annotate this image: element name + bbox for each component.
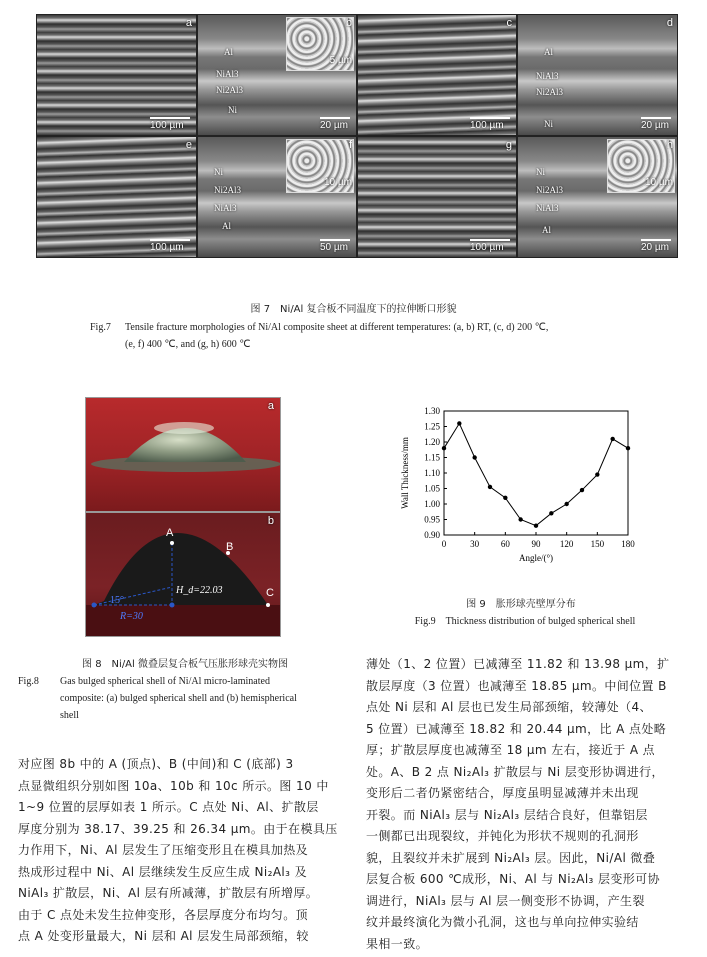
body-text-line: 散层厚度（3 位置）也减薄至 18.85 μm。中间位置 B <box>366 678 667 693</box>
scale-bar-label: 20 µm <box>320 120 348 131</box>
body-text-line: 处。A、B 2 点 Ni₂Al₃ 扩散层与 Ni 层变形协调进行， <box>366 764 664 779</box>
data-point <box>442 446 446 450</box>
sem-panel-c <box>357 14 517 136</box>
height-label: H_d=22.03 <box>176 585 223 596</box>
y-tick-label: 1.00 <box>424 499 440 509</box>
figure-8-caption-en-line2: composite: (a) bulged spherical shell and (b) hemispherical <box>60 693 297 704</box>
x-tick-label: 150 <box>590 539 605 549</box>
panel-label: g <box>505 139 512 151</box>
body-text-line: 貌，且裂纹并未扩展到 Ni₂Al₃ 层。因此，Ni/Al 微叠 <box>366 850 656 865</box>
data-point <box>488 485 492 489</box>
y-tick-label: 0.90 <box>424 530 440 540</box>
scale-bar-label: 100 µm <box>150 242 184 253</box>
y-axis-label: Wall Thickness/mm <box>400 437 410 509</box>
x-tick-label: 0 <box>441 539 447 549</box>
inset-scale-label: 10 µm <box>645 177 673 188</box>
body-text-line: 5 位置）已减薄至 18.82 和 20.44 μm，比 A 点处略 <box>366 721 667 736</box>
layer-label: Ni2Al3 <box>536 185 563 195</box>
body-text-line: 点 A 处变形量最大，Ni 层和 Al 层发生局部颈缩，较 <box>18 929 309 943</box>
scale-bar-label: 100 µm <box>470 120 504 131</box>
figure-8-caption-en-line3: shell <box>60 710 79 721</box>
data-point <box>564 502 568 506</box>
data-point <box>472 455 476 459</box>
panel-label: a <box>185 17 192 29</box>
body-text-line: 薄处（1、2 位置）已减薄至 11.82 和 13.98 μm，扩 <box>366 657 670 671</box>
data-point <box>457 421 461 425</box>
body-text-line: 点处 Ni 层和 Al 层也已发生局部颈缩，较薄处（4、 <box>366 700 652 714</box>
sem-panel-g <box>357 136 517 258</box>
layer-label: NiAl3 <box>536 71 559 81</box>
y-tick-label: 1.15 <box>424 452 440 463</box>
x-tick-label: 120 <box>559 539 574 549</box>
x-tick-label: 60 <box>500 539 510 549</box>
x-tick-label: 90 <box>531 539 541 549</box>
data-point <box>503 496 507 500</box>
layer-label: Ni <box>544 119 553 129</box>
layer-label: NiAl3 <box>216 69 239 79</box>
body-text-line: NiAl₃ 扩散层，Ni、Al 层有所减薄，扩散层有所增厚。 <box>18 886 319 900</box>
data-point <box>518 517 522 521</box>
body-text-line: 层复合板 600 ℃成形，Ni、Al 与 Ni₂Al₃ 层变形可协 <box>366 872 660 886</box>
sem-panel-e <box>36 136 197 258</box>
layer-label: Ni <box>228 105 237 115</box>
body-text-line: 纹并最终演化为微小孔洞，这也与单向拉伸实验结 <box>366 915 639 929</box>
data-point <box>626 446 630 450</box>
sem-panel-h <box>517 136 678 258</box>
y-tick-label: 0.95 <box>424 514 440 525</box>
body-text-line: 厚；扩散层厚度也减薄至 18 μm 左右，接近于 A 点 <box>366 743 656 757</box>
scale-bar-label: 100 µm <box>470 242 504 253</box>
x-tick-label: 30 <box>470 539 480 549</box>
point-b-label: B <box>226 541 234 553</box>
body-text-line: 开裂。而 NiAl₃ 层与 Ni₂Al₃ 层结合良好，但靠铝层 <box>366 807 648 822</box>
sem-panel-a <box>36 14 197 136</box>
body-text-line: 热成形过程中 Ni、Al 层继续发生反应生成 Ni₂Al₃ 及 <box>18 864 307 879</box>
figure-9-caption-cn: 图 9 胀形球壳壁厚分布 <box>466 599 576 610</box>
bulged-shell-photo <box>85 397 281 512</box>
wall-thickness-chart <box>396 397 646 577</box>
y-tick-label: 1.25 <box>424 421 440 432</box>
figure-8-caption-en-line1: Gas bulged spherical shell of Ni/Al micro-laminated <box>60 676 270 687</box>
data-point <box>595 472 599 476</box>
body-text-line: 由于 C 点处未发生拉伸变形，各层厚度分布均匀。顶 <box>18 907 309 922</box>
data-point <box>549 511 553 515</box>
inset-scale-label: 10 µm <box>324 177 352 188</box>
y-tick-label: 1.20 <box>424 437 440 447</box>
body-text-line: 调进行，NiAl₃ 层与 Al 层一侧变形不协调，产生裂 <box>366 893 645 908</box>
scale-bar-label: 50 µm <box>320 242 348 253</box>
panel-label: b <box>267 515 274 527</box>
data-point <box>610 437 614 441</box>
scale-bar-label: 20 µm <box>641 120 669 131</box>
body-column-right <box>366 654 696 955</box>
layer-label: Al <box>542 225 551 235</box>
layer-label: Ni2Al3 <box>536 87 563 97</box>
y-tick-label: 1.30 <box>424 406 440 416</box>
y-tick-label: 1.05 <box>424 483 440 494</box>
series-line <box>444 423 628 525</box>
figure-7-caption-en-line2: (e, f) 400 ℃, and (g, h) 600 ℃ <box>125 339 251 350</box>
panel-label: b <box>345 17 352 29</box>
inset-scale-label: 5 µm <box>329 55 352 66</box>
chart-canvas <box>396 397 646 577</box>
layer-label: NiAl3 <box>214 203 237 213</box>
layer-label: Al <box>224 47 233 57</box>
panel-label: e <box>185 139 192 151</box>
layer-label: Ni2Al3 <box>216 85 243 95</box>
point-c-label: C <box>266 587 274 599</box>
layer-label: Ni <box>536 167 545 177</box>
angle-label: 15° <box>110 595 124 606</box>
plot-frame <box>444 411 628 535</box>
body-text-line: 1~9 位置的层厚如表 1 所示。C 点处 Ni、Al、扩散层 <box>18 800 319 814</box>
x-tick-label: 180 <box>621 539 635 549</box>
layer-label: NiAl3 <box>536 203 559 213</box>
panel-label: d <box>666 17 673 29</box>
body-text-line: 力作用下，Ni、Al 层发生了压缩变形且在模具加热及 <box>18 843 309 857</box>
panel-label: f <box>348 139 352 151</box>
body-text-line: 厚度分别为 38.17、39.25 和 26.34 μm。由于在模具压 <box>18 821 338 836</box>
layer-label: Ni2Al3 <box>214 185 241 195</box>
data-point <box>534 524 538 528</box>
point-a-label: A <box>166 527 174 539</box>
figure-8-caption-en-label: Fig.8 <box>18 676 39 687</box>
sem-panel-b <box>197 14 357 136</box>
body-column-left <box>18 754 358 948</box>
figure-7-caption-en-line1: Tensile fracture morphologies of Ni/Al composite sheet at different temperatures: (a, b) RT, (c, d) 200 ℃, <box>125 322 549 333</box>
figure-7-caption-cn: 图 7 Ni/Al 复合板不同温度下的拉伸断口形貌 <box>250 304 457 315</box>
data-point <box>580 488 584 492</box>
figure-7-caption-en-label: Fig.7 <box>90 322 111 333</box>
scale-bar-label: 20 µm <box>641 242 669 253</box>
body-text-line: 一侧都已出现裂纹，并钝化为形状不规则的孔洞形 <box>366 829 639 843</box>
body-text-line: 变形后二者仍紧密结合，厚度虽明显减薄并未出现 <box>366 786 639 800</box>
hemispherical-shell-photo <box>85 512 281 637</box>
layer-label: Ni <box>214 167 223 177</box>
y-tick-label: 1.10 <box>424 468 440 478</box>
x-axis-label: Angle/(°) <box>518 553 554 563</box>
panel-label: c <box>506 17 512 29</box>
figure-7-sem-grid <box>36 14 678 258</box>
panel-label: a <box>267 400 274 412</box>
body-text-line: 点显微组织分别如图 10a、10b 和 10c 所示。图 10 中 <box>18 778 329 793</box>
body-text-line: 对应图 8b 中的 A (顶点)、B (中间)和 C (底部) 3 <box>18 757 294 771</box>
panel-label: h <box>666 139 673 151</box>
layer-label: Al <box>544 47 553 57</box>
sem-panel-f <box>197 136 357 258</box>
scale-bar-label: 100 µm <box>150 120 184 131</box>
radius-label: R=30 <box>120 611 143 622</box>
figure-9-caption-en: Fig.9 Thickness distribution of bulged spherical shell <box>414 616 636 627</box>
figure-8-caption-cn: 图 8 Ni/Al 微叠层复合板气压胀形球壳实物图 <box>82 659 288 670</box>
sem-panel-d <box>517 14 678 136</box>
body-text-line: 果相一致。 <box>366 936 429 951</box>
layer-label: Al <box>222 221 231 231</box>
